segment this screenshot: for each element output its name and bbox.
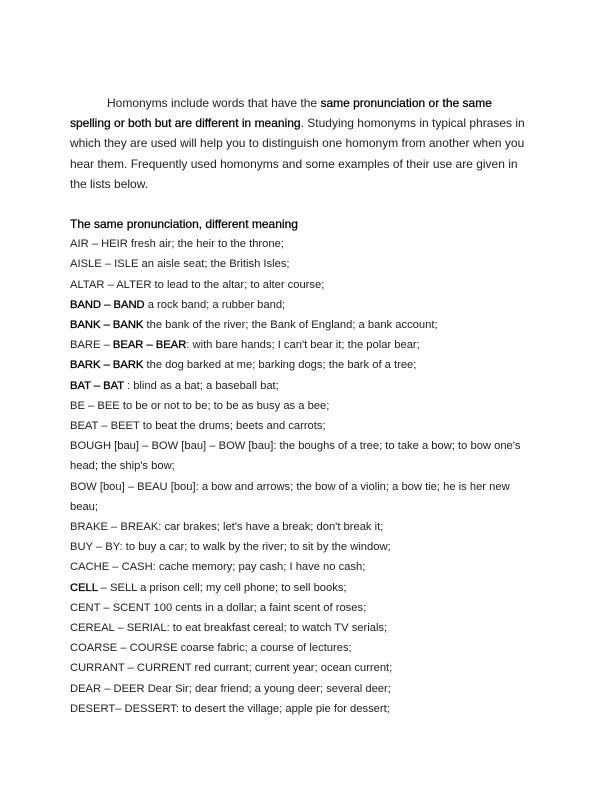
- homonym-headword-second: BEAR – BEAR: [112, 339, 187, 352]
- homonym-examples: : the boughs of a tree; to take a bow; to bow one's head; the ship's bow;: [70, 440, 521, 473]
- homonym-headword: BOW [bou] – BEAU [bou]: [70, 480, 196, 493]
- homonym-headword: BRAKE – BREAK: [70, 521, 159, 534]
- homonym-examples: to beat the drums; beets and carrots;: [139, 420, 326, 433]
- homonym-headword: BARE –: [70, 339, 113, 352]
- homonym-entry: [70, 295, 530, 315]
- homonym-entry: [70, 275, 530, 295]
- homonym-entry: [70, 396, 530, 416]
- homonym-headword: AISLE – ISLE: [70, 258, 139, 271]
- homonym-headword: CACHE – CASH: [70, 561, 153, 574]
- homonym-entry: [70, 598, 530, 618]
- homonym-examples: fresh air; the heir to the throne;: [127, 238, 284, 251]
- homonym-examples: red currant; current year; ocean current;: [191, 662, 393, 675]
- homonym-entry: [70, 416, 530, 436]
- homonym-entry: [70, 557, 530, 577]
- homonym-examples: : a bow and arrows; the bow of a violin; a bow tie; he is her new beau;: [70, 480, 510, 513]
- homonym-examples: : cache memory; pay cash; I have no cash;: [152, 561, 366, 574]
- homonym-entry: [70, 578, 530, 598]
- homonym-examples: : to buy a car; to walk by the river; to sit by the window;: [119, 541, 391, 554]
- homonym-examples: coarse fabric; a course of lectures;: [177, 642, 352, 655]
- homonym-entry: [70, 335, 530, 355]
- intro-emphasis: same pronunciation or the same spelling or both but are different in meaning: [70, 96, 492, 131]
- homonym-examples: : with bare hands; I can't bear it; the polar bear;: [186, 339, 420, 352]
- homonym-headword: AIR – HEIR: [70, 238, 128, 251]
- homonym-examples: Dear Sir; dear friend; a young deer; several deer;: [144, 682, 391, 695]
- homonym-entry: [70, 679, 530, 699]
- homonym-list: [70, 234, 530, 719]
- homonym-examples: the bank of the river; the Bank of England; a bank account;: [143, 319, 438, 332]
- homonym-headword: BEAT – BEET: [70, 420, 140, 433]
- homonym-examples: an aisle seat; the British Isles;: [138, 258, 290, 271]
- homonym-headword: CENT – SCENT: [70, 601, 151, 614]
- homonym-headword: BE – BEE: [70, 399, 120, 412]
- intro-paragraph: [70, 93, 530, 194]
- homonym-entry: [70, 436, 530, 476]
- document-page: [70, 93, 530, 719]
- homonym-headword: BUY – BY: [70, 541, 120, 554]
- homonym-examples: : car brakes; let's have a break; don't break it;: [158, 521, 384, 534]
- homonym-examples: to lead to the altar; to alter course;: [151, 278, 325, 291]
- homonym-entry: [70, 234, 530, 254]
- intro-text-end: . Studying homonyms in typical phrases in which they are used will help you to distinguish one homonym from another when you hear them. Frequently used homonyms and some examples of their use are given in the lists below.: [70, 116, 525, 191]
- homonym-examples: a rock band; a rubber band;: [144, 298, 286, 311]
- homonym-headword-second: – SELL: [97, 581, 137, 594]
- homonym-headword: DESERT– DESSERT: [70, 702, 176, 715]
- homonym-headword: BANK – BANK: [70, 319, 144, 332]
- homonym-entry: [70, 376, 530, 396]
- homonym-entry: [70, 537, 530, 557]
- homonym-headword: CELL: [70, 581, 98, 594]
- homonym-entry: [70, 355, 530, 375]
- homonym-examples: a prison cell; my cell phone; to sell books;: [136, 581, 347, 594]
- homonym-headword: COARSE – COURSE: [70, 642, 178, 655]
- homonym-entry: [70, 658, 530, 678]
- intro-text-start: Homonyms include words that have the: [107, 96, 321, 110]
- homonym-examples: to be or not to be; to be as busy as a bee;: [119, 399, 330, 412]
- homonym-entry: [70, 517, 530, 537]
- homonym-headword: BAND – BAND: [70, 298, 145, 311]
- homonym-headword: BARK – BARK: [70, 359, 144, 372]
- homonym-headword: ALTAR – ALTER: [70, 278, 152, 291]
- homonym-entry: [70, 638, 530, 658]
- homonym-entry: [70, 699, 530, 719]
- homonym-entry: [70, 315, 530, 335]
- homonym-examples: the dog barked at me; barking dogs; the bark of a tree;: [143, 359, 417, 372]
- homonym-headword: DEAR – DEER: [70, 682, 145, 695]
- homonym-headword: CURRANT – CURRENT: [70, 662, 192, 675]
- homonym-examples: : blind as a bat; a baseball bat;: [123, 379, 279, 392]
- homonym-headword: CEREAL – SERIAL: [70, 622, 167, 635]
- section-title: The same pronunciation, different meaning: [70, 217, 298, 232]
- homonym-entry: [70, 477, 530, 517]
- homonym-examples: : to eat breakfast cereal; to watch TV serials;: [166, 622, 388, 635]
- homonym-entry: [70, 254, 530, 274]
- homonym-entry: [70, 618, 530, 638]
- homonym-headword: BAT – BAT: [70, 379, 124, 392]
- homonym-headword: BOUGH [bau] – BOW [bau] – BOW [bau]: [70, 440, 274, 453]
- homonym-examples: : to desert the village; apple pie for dessert;: [175, 702, 390, 715]
- homonym-examples: 100 cents in a dollar; a faint scent of roses;: [150, 601, 367, 614]
